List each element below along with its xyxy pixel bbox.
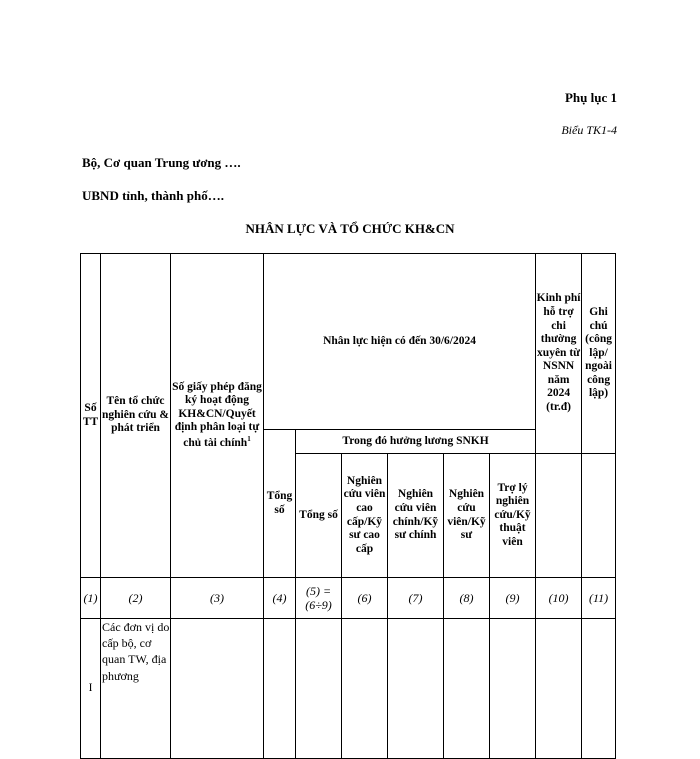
table-cell — [171, 619, 264, 759]
header-license — [171, 254, 264, 578]
row-stt: I — [81, 619, 101, 759]
row-org-name: Các đơn vị do cấp bộ, cơ quan TW, địa phương — [101, 619, 171, 759]
header-total: Tổng số — [264, 430, 296, 578]
column-number: (11) — [582, 578, 616, 619]
document-title: NHÂN LỰC VÀ TỔ CHỨC KH&CN — [245, 221, 455, 236]
table-cell — [296, 619, 342, 759]
column-number: (6) — [342, 578, 388, 619]
header-notes: Ghi chú (công lập/ ngoài công lập) — [582, 254, 616, 454]
workforce-table — [80, 253, 616, 759]
header-funding: Kinh phí hỗ trợ chi thường xuyên từ NSNN năm 2024 (tr.đ) — [536, 254, 582, 454]
header-workforce: Nhân lực hiện có đến 30/6/2024 — [264, 254, 536, 430]
table-cell — [582, 619, 616, 759]
header-senior-researcher: Nghiên cứu viên cao cấp/Kỹ sư cao cấp — [342, 454, 388, 578]
column-number: (4) — [264, 578, 296, 619]
table-cell — [264, 619, 296, 759]
header-org-name: Tên tổ chức nghiên cứu & phát triển — [101, 254, 171, 578]
column-number: (5) =(6÷9) — [296, 578, 342, 619]
appendix-label: Phụ lục 1 — [564, 90, 617, 105]
column-number: (2) — [101, 578, 171, 619]
header-license-text: Số giấy phép đăng ký hoạt động KH&CN/Quyết định phân loại tự chủ tài chính — [172, 380, 262, 449]
form-code: Biểu TK1-4 — [561, 123, 617, 137]
table-cell — [342, 619, 388, 759]
column-number: (7) — [388, 578, 444, 619]
header-researcher: Nghiên cứu viên/Kỹ sư — [444, 454, 490, 578]
header-snkh-total: Tổng số — [296, 454, 342, 578]
table-cell — [490, 619, 536, 759]
column-number: (1) — [81, 578, 101, 619]
province-line: UBND tỉnh, thành phố…. — [82, 188, 224, 203]
header-funding-blank — [536, 454, 582, 578]
header-notes-blank — [582, 454, 616, 578]
header-snkh-group: Trong đó hưởng lương SNKH — [296, 430, 536, 454]
table-cell — [388, 619, 444, 759]
column-number: (3) — [171, 578, 264, 619]
column-number: (8) — [444, 578, 490, 619]
header-stt: Số TT — [81, 254, 101, 578]
header-main-researcher: Nghiên cứu viên chính/Kỹ sư chính — [388, 454, 444, 578]
header-assistant: Trợ lý nghiên cứu/Kỹ thuật viên — [490, 454, 536, 578]
column-number: (9) — [490, 578, 536, 619]
ministry-line: Bộ, Cơ quan Trung ương …. — [82, 155, 241, 170]
footnote-marker: 1 — [247, 434, 251, 443]
table-cell — [444, 619, 490, 759]
column-number: (10) — [536, 578, 582, 619]
table-cell — [536, 619, 582, 759]
